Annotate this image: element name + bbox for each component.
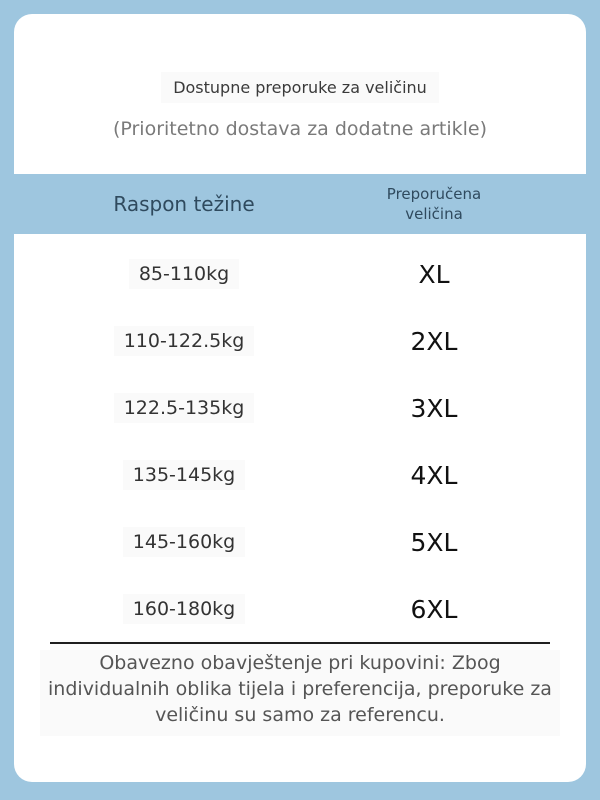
title-text: Dostupne preporuke za veličinu: [161, 72, 439, 103]
divider: [50, 642, 550, 644]
weight-cell: [99, 244, 269, 304]
weight-value: 160-180kg: [123, 594, 245, 624]
purchase-notice: Obavezno obavještenje pri kupovini: Zbog individualnih oblika tijela i preferencija, preporuke za veličinu su samo za referencu.: [40, 650, 560, 736]
table-row: [14, 244, 586, 304]
weight-value: 122.5-135kg: [114, 393, 255, 423]
weight-cell: [99, 378, 269, 438]
table-row: [14, 512, 586, 572]
page-title: [14, 72, 586, 103]
size-cell: 5XL: [410, 527, 458, 557]
size-cell: XL: [418, 259, 450, 289]
table-row: [14, 445, 586, 505]
size-cell: 2XL: [410, 326, 458, 356]
weight-cell: [99, 579, 269, 639]
weight-value: 145-160kg: [123, 527, 245, 557]
table-row: [14, 378, 586, 438]
weight-value: 110-122.5kg: [114, 326, 255, 356]
header-weight-range: Raspon težine: [113, 192, 255, 216]
table-row: [14, 311, 586, 371]
weight-cell: [99, 512, 269, 572]
size-cell: 3XL: [410, 393, 458, 423]
weight-value: 135-145kg: [123, 460, 245, 490]
table-row: [14, 579, 586, 639]
table-header: [14, 174, 586, 234]
size-cell: 6XL: [410, 594, 458, 624]
weight-value: 85-110kg: [129, 259, 239, 289]
weight-cell: [99, 445, 269, 505]
header-recommended-size: Preporučena veličina: [386, 185, 482, 223]
page-subtitle: (Prioritetno dostava za dodatne artikle): [112, 118, 488, 140]
size-guide-card: [14, 14, 586, 782]
weight-cell: [99, 311, 269, 371]
size-cell: 4XL: [410, 460, 458, 490]
